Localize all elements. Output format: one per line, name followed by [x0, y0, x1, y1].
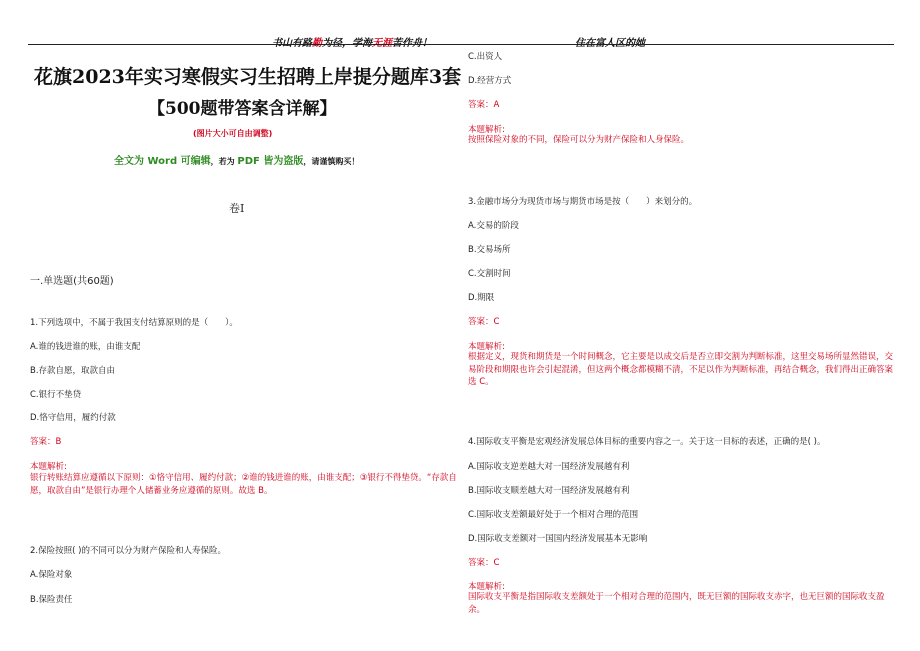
question-option: B.国际收支顺差越大对一国经济发展越有利 [468, 486, 630, 496]
explanation-label: 本题解析: [30, 462, 67, 472]
section-title: 一.单选题(共60题) [30, 276, 114, 287]
page-subtitle: 【500题带答案含详解】 [148, 99, 337, 119]
answer: 答案：C [468, 317, 500, 327]
question-option: A.谁的钱进谁的账，由谁支配 [30, 342, 141, 352]
answer: 答案：B [30, 437, 62, 447]
question-option: D.国际收支差额对一国国内经济发展基本无影响 [468, 534, 648, 544]
question-option: C.出资人 [468, 52, 503, 62]
edit-note: 全文为 Word 可编辑，若为 PDF 皆为盗版，请谨慎购买！ [114, 156, 360, 167]
question-option: D.恪守信用，履约付款 [30, 413, 116, 423]
question-stem: 1.下列选项中，不属于我国支付结算原则的是（ ）。 [30, 318, 238, 328]
header-author: 住在富人区的她 [575, 38, 645, 49]
question-stem: 2.保险按照( )的不同可以分为财产保险和人寿保险。 [30, 546, 226, 556]
explanation-label: 本题解析: [468, 582, 505, 592]
question-option: B.交易场所 [468, 245, 511, 255]
explanation: 根据定义，现货和期货是一个时间概念，它主要是以成交后是否立即交割为判断标准，这里交易场所显然错误，交易阶段和期限也许会引起混淆，但这两个概念都模糊不清，不足以作为判断标准，再结合概念，我们得出正确答案选 C。 [468, 352, 894, 387]
question-option: A.交易的阶段 [468, 221, 519, 231]
question-option: C.交割时间 [468, 269, 511, 279]
question-option: B.保险责任 [30, 595, 73, 605]
volume-label: 卷Ⅰ [229, 202, 245, 215]
question-option: A.国际收支逆差越大对一国经济发展越有利 [468, 462, 630, 472]
question-stem: 4.国际收支平衡是宏观经济发展总体目标的重要内容之一。关于这一目标的表述，正确的是( )。 [468, 437, 826, 447]
explanation-label: 本题解析: [468, 342, 505, 352]
question-option: D.期限 [468, 293, 495, 303]
explanation: 按照保险对象的不同，保险可以分为财产保险和人身保险。 [468, 135, 690, 145]
page-title: 花旗2023年实习寒假实习生招聘上岸提分题库3套 [34, 66, 462, 88]
question-stem: 3.金融市场分为现货市场与期货市场是按（ ）来划分的。 [468, 197, 698, 207]
answer: 答案：C [468, 558, 500, 568]
resize-note: (图片大小可自由调整) [193, 129, 273, 138]
question-option: D.经营方式 [468, 76, 512, 86]
header-rule [28, 44, 894, 45]
question-option: A.保险对象 [30, 570, 73, 580]
answer: 答案：A [468, 100, 500, 110]
question-option: B.存款自愿，取款自由 [30, 366, 116, 376]
explanation-label: 本题解析: [468, 125, 505, 135]
question-option: C.国际收支差额最好处于一个相对合理的范围 [468, 510, 639, 520]
explanation: 国际收支平衡是指国际收支差额处于一个相对合理的范围内，既无巨额的国际收支赤字，也无巨额的国际收支盈余。 [468, 592, 885, 615]
header-slogan: 书山有路勤为径，学海无涯苦作舟！ [272, 38, 432, 49]
explanation: 银行转账结算应遵循以下原则：①恪守信用、履约付款；②谁的钱进谁的账，由谁支配；③银行不得垫贷。“存款自愿，取款自由”是银行办理个人储蓄业务应遵循的原则。故选 B。 [30, 473, 457, 496]
question-option: C.银行不垫贷 [30, 390, 82, 400]
